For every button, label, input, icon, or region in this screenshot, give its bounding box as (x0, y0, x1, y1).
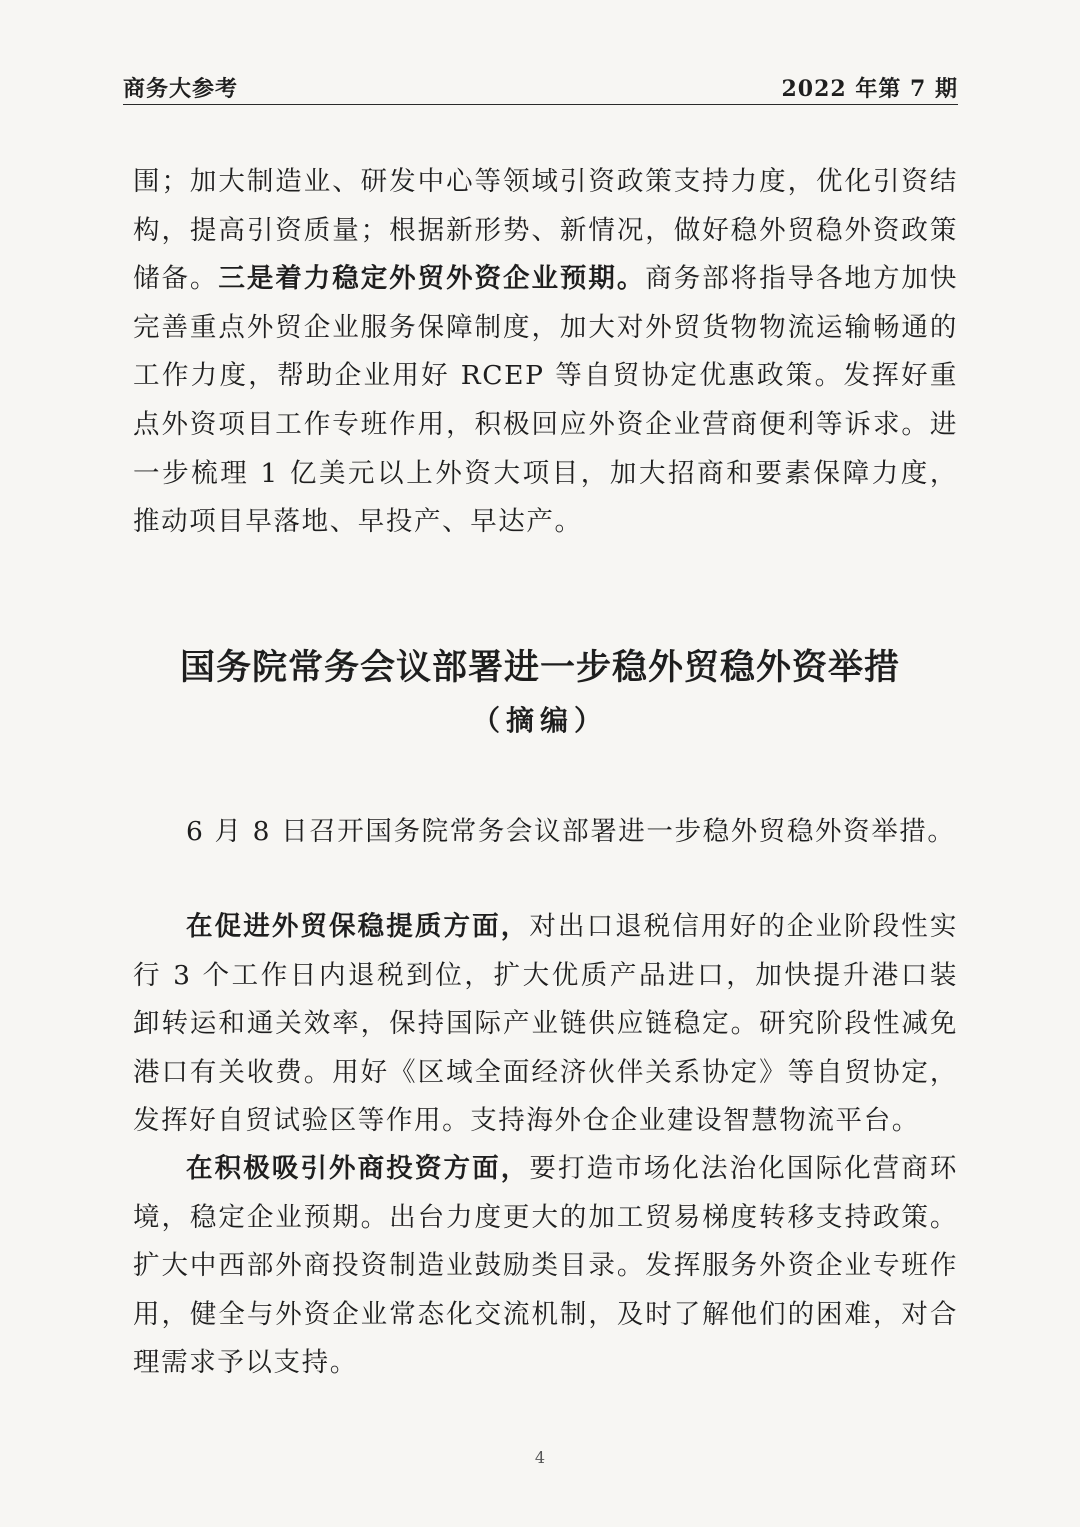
continued-paragraph (133, 158, 958, 547)
article-subtitle: （摘编） (471, 704, 608, 737)
header-divider (123, 104, 958, 105)
intro-paragraph: 6 月 8 日召开国务院常务会议部署进一步稳外贸稳外资举措。 (186, 816, 956, 847)
trade-paragraph-heading: 在促进外贸保稳提质方面， (186, 911, 530, 942)
issue-number: 2022 年第 7 期 (781, 76, 958, 102)
continued-text-part1: 围；加大制造业、研发中心等领域引资政策支持力度，优化引资结构，提高引资质量；根据新形势、新情况，做好稳外贸稳外资政策储备。 (133, 166, 958, 295)
investment-paragraph-heading: 在积极吸引外商投资方面， (186, 1153, 530, 1184)
page-number: 4 (534, 1448, 546, 1467)
continued-bold-heading: 三是着力稳定外贸外资企业预期。 (218, 263, 646, 295)
investment-paragraph (133, 1145, 958, 1388)
investment-paragraph-text: 要打造市场化法治化国际化营商环境，稳定企业预期。出台力度更大的加工贸易梯度转移支持政策。扩大中西部外商投资制造业鼓励类目录。发挥服务外资企业专班作用，健全与外资企业常态化交流机制，及时了解他们的困难，对合理需求予以支持。 (133, 1153, 959, 1379)
page-header (123, 70, 958, 104)
continued-text-part2: 商务部将指导各地方加快完善重点外贸企业服务保障制度，加大对外贸货物物流运输畅通的工作力度，帮助企业用好 RCEP 等自贸协定优惠政策。发挥好重点外资项目工作专班作用，积极回应外资企业营商便利等诉求。进一步梳理 1 亿美元以上外资大项目，加大招商和要素保障力度，推动项目早落地、早投产、早达产。 (133, 263, 958, 538)
article-title: 国务院常务会议部署进一步稳外贸稳外资举措 (179, 648, 900, 688)
publication-name: 商务大参考 (123, 76, 239, 102)
trade-paragraph (133, 903, 958, 1146)
trade-paragraph-text: 对出口退税信用好的企业阶段性实行 3 个工作日内退税到位，扩大优质产品进口，加快提升港口装卸转运和通关效率，保持国际产业链供应链稳定。研究阶段性减免港口有关收费。用好《区域全面经济伙伴关系协定》等自贸协定，发挥好自贸试验区等作用。支持海外仓企业建设智慧物流平台。 (133, 911, 959, 1137)
